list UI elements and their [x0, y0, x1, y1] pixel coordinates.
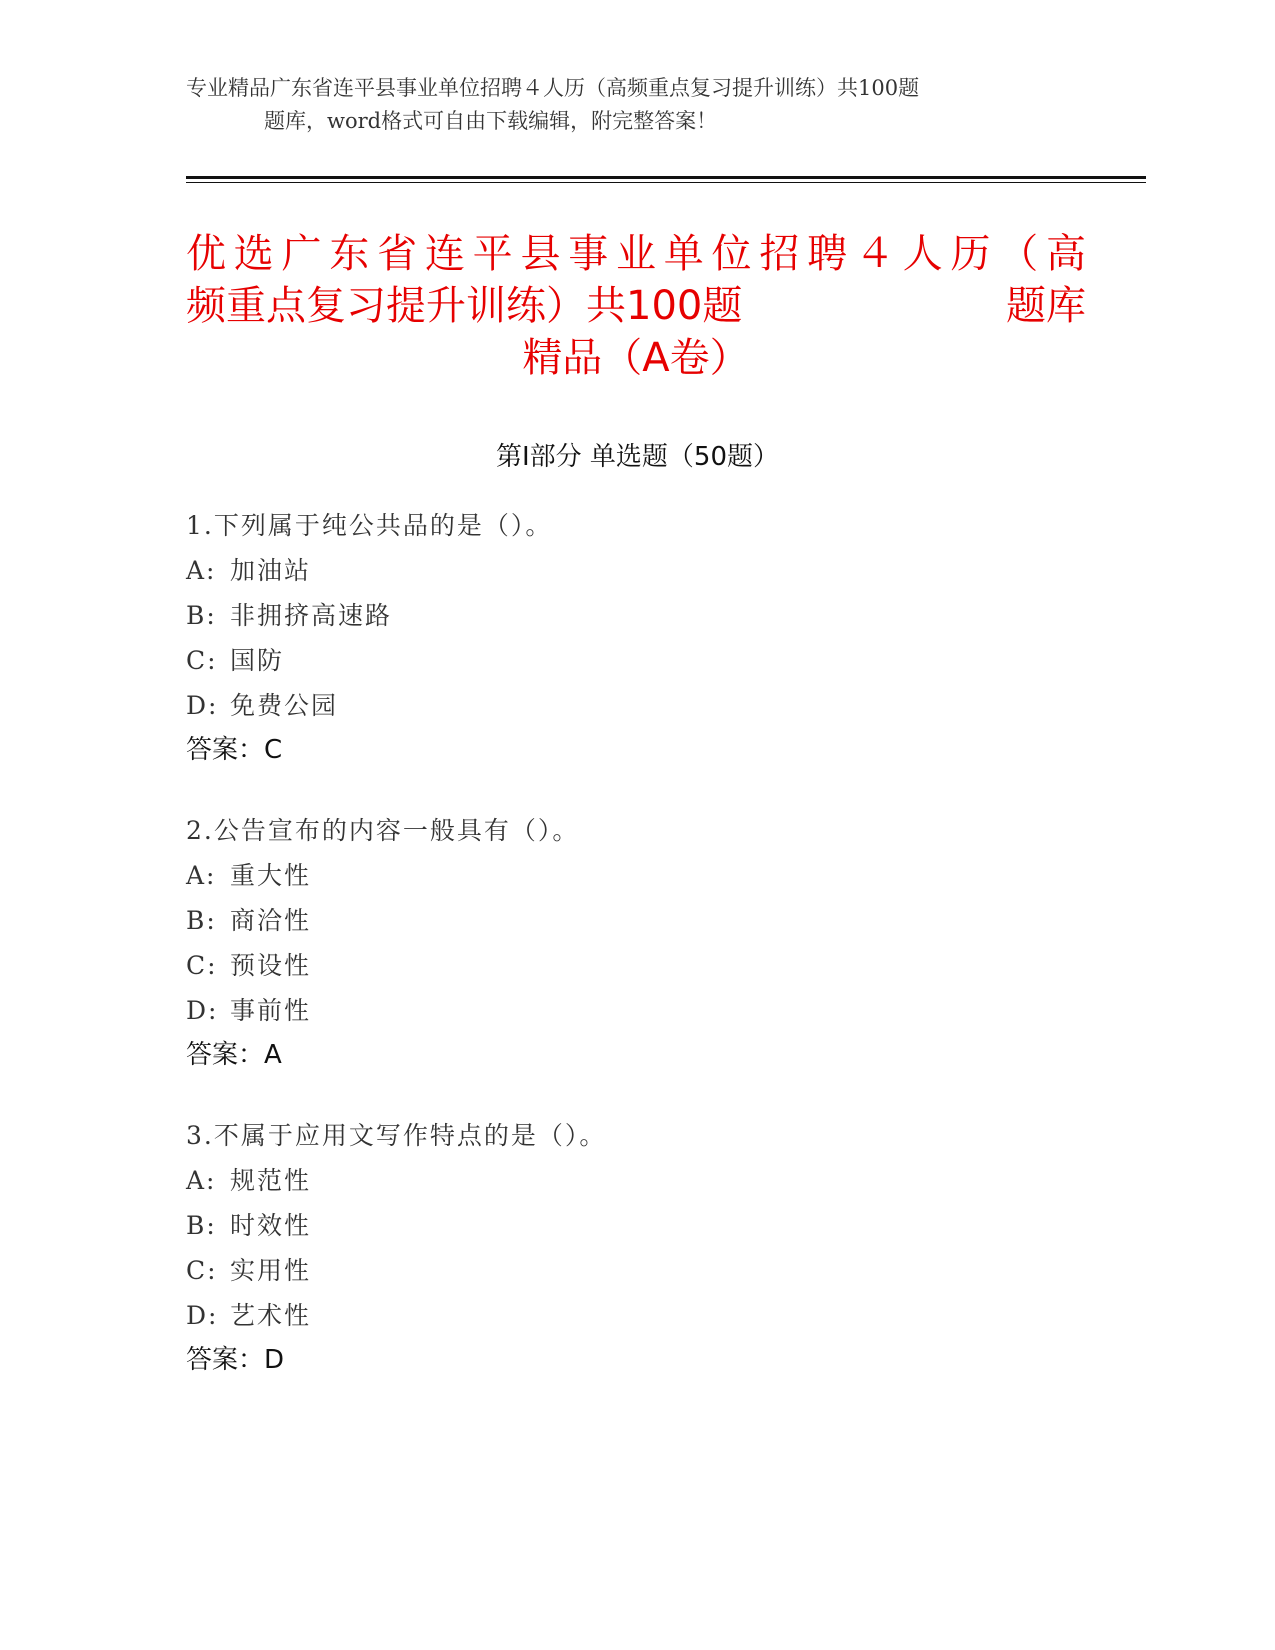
- header-note: [186, 72, 1066, 138]
- option-text: 规范性: [230, 1166, 312, 1195]
- option-a: [186, 1158, 1086, 1203]
- option-c: [186, 943, 1086, 988]
- answer: 答案：C: [186, 735, 283, 765]
- document-title-line2-right: 题库: [1006, 283, 1086, 329]
- document-title-line1: 优选广东省连平县事业单位招聘４人历（高: [186, 231, 1086, 277]
- answer: 答案：D: [186, 1345, 285, 1375]
- question-stem: 2.公告宣布的内容一般具有（）。: [186, 816, 580, 845]
- option-letter: D:: [186, 691, 219, 720]
- option-d: [186, 683, 1086, 728]
- option-text: 非拥挤高速路: [230, 601, 393, 630]
- header-note-line2: 题库，word格式可自由下载编辑，附完整答案！: [264, 109, 718, 133]
- option-letter: C:: [186, 646, 218, 675]
- option-letter: A:: [186, 1166, 217, 1195]
- option-text: 免费公园: [230, 691, 339, 720]
- option-letter: A:: [186, 556, 217, 585]
- option-a: [186, 548, 1086, 593]
- option-letter: D:: [186, 1301, 219, 1330]
- option-letter: C:: [186, 951, 218, 980]
- option-a: [186, 853, 1086, 898]
- option-text: 艺术性: [230, 1301, 312, 1330]
- option-letter: C:: [186, 1256, 218, 1285]
- question-stem: 1.下列属于纯公共品的是（）。: [186, 511, 553, 540]
- option-c: [186, 1248, 1086, 1293]
- section-title: 第Ⅰ部分 单选题（50题）: [495, 442, 780, 472]
- question-1: [186, 503, 1086, 773]
- header-divider-thick: [186, 176, 1146, 179]
- option-d: [186, 1293, 1086, 1338]
- question-stem: 3.不属于应用文写作特点的是（）。: [186, 1121, 607, 1150]
- option-text: 事前性: [230, 996, 312, 1025]
- option-text: 实用性: [230, 1256, 312, 1285]
- document-title-line3: 精品（A卷）: [522, 335, 750, 381]
- document-title-line2-left: 频重点复习提升训练）共100题: [186, 283, 743, 329]
- option-letter: A:: [186, 861, 217, 890]
- answer: 答案：A: [186, 1040, 282, 1070]
- option-b: [186, 1203, 1086, 1248]
- document-title-line2: [186, 280, 1086, 332]
- question-3: [186, 1113, 1086, 1383]
- option-letter: B:: [186, 601, 217, 630]
- option-letter: B:: [186, 1211, 217, 1240]
- option-c: [186, 638, 1086, 683]
- option-b: [186, 898, 1086, 943]
- header-divider-thin: [186, 182, 1146, 183]
- option-text: 国防: [230, 646, 285, 675]
- option-text: 加油站: [230, 556, 312, 585]
- option-letter: D:: [186, 996, 219, 1025]
- option-letter: B:: [186, 906, 217, 935]
- option-d: [186, 988, 1086, 1033]
- option-b: [186, 593, 1086, 638]
- document-title: [186, 228, 1086, 384]
- option-text: 商洽性: [230, 906, 312, 935]
- header-note-line1: 专业精品广东省连平县事业单位招聘４人历（高频重点复习提升训练）共100题: [186, 76, 920, 100]
- option-text: 重大性: [230, 861, 312, 890]
- option-text: 时效性: [230, 1211, 312, 1240]
- question-2: [186, 808, 1086, 1078]
- option-text: 预设性: [230, 951, 312, 980]
